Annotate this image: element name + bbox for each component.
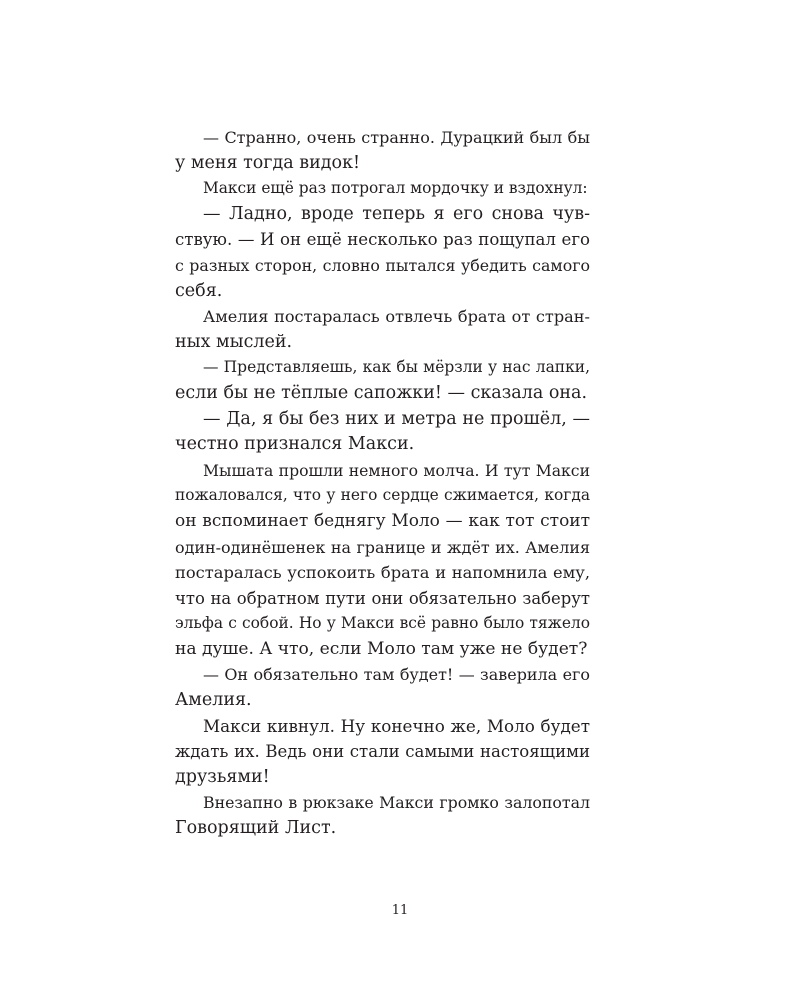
text-line: честно признался Макси. [175,434,415,455]
text-line: друзьями! [175,766,270,787]
text-line: что на обратном пути они обязательно заберут [175,588,590,608]
text-line: Амелия. [175,690,252,711]
paragraph [175,304,590,355]
text-line: Говорящий Лист. [175,818,337,839]
paragraph [175,407,590,458]
text-line: Внезапно в рюкзаке Макси громко залопотал [203,793,590,813]
text-line: пожаловался, что у него сердце сжимается, когда [175,486,590,505]
text-line: ждать их. Ведь они стали самыми настоящими [175,742,590,762]
page-text [175,125,590,842]
text-line: — Странно, очень странно. Дурацкий был бы [203,128,590,147]
text-line: Мышата прошли немного молча. И тут Макси [203,460,590,480]
text-line: Макси ещё раз потрогал мордочку и вздохнул: [203,179,588,198]
page-number: 11 [391,903,409,918]
text-line: — Ладно, вроде теперь я его снова чув- [203,203,590,224]
text-line: с разных сторон, словно пытался убедить самого [175,255,590,275]
paragraph [175,355,590,406]
text-line: он вспоминает беднягу Моло — как тот стоит [175,510,590,531]
text-line: ных мыслей. [175,331,293,352]
text-line: ствую. — И он ещё несколько раз пощупал его [175,230,590,250]
text-line: — Да, я бы без них и метра не прошёл, — [203,408,590,429]
text-line: — Он обязательно там будет! — заверила его [203,665,590,685]
paragraph [175,662,590,713]
text-line: Амелия постаралась отвлечь брата от стран- [203,307,590,327]
text-line: себя. [175,280,223,301]
text-line: если бы не тёплые сапожки! — сказала она. [175,382,588,403]
paragraph [175,176,590,202]
paragraph [175,714,590,791]
text-line: Макси кивнул. Ну конечно же, Моло будет [203,715,590,736]
text-line: эльфа с собой. Но у Макси всё равно было тяжело [175,614,590,633]
text-line: один-одинёшенек на границе и ждёт их. Амелия [175,537,590,557]
text-line: у меня тогда видок! [175,152,361,173]
text-line: на душе. А что, если Моло там уже не будет? [175,638,588,659]
text-line: постаралась успокоить брата и напомнила ему, [175,563,590,583]
paragraph [175,202,590,304]
text-line: — Представляешь, как бы мёрзли у нас лапки, [203,358,590,377]
paragraph [175,125,590,176]
paragraph [175,790,590,841]
paragraph [175,458,590,663]
